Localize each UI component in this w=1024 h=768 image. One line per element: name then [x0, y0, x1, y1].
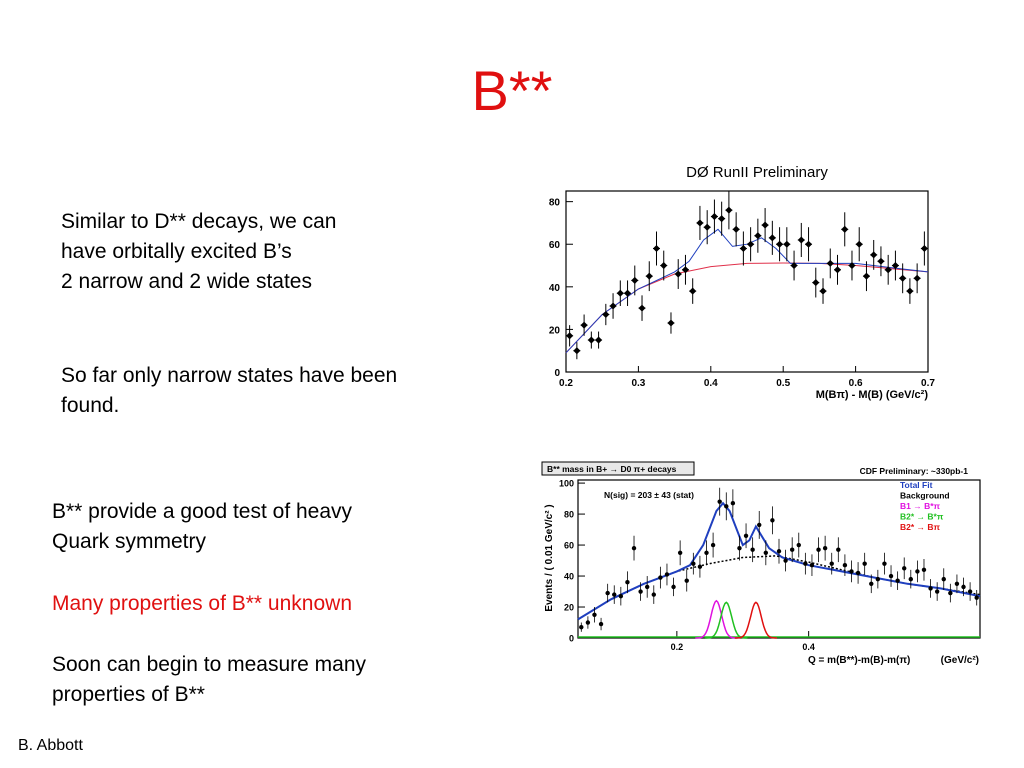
cdf-data-point	[579, 625, 583, 629]
d0-x-tick-label: 0.7	[921, 378, 935, 389]
cdf-data-point	[744, 534, 748, 538]
cdf-data-point	[652, 592, 656, 596]
d0-data-point	[834, 266, 841, 273]
d0-data-point	[646, 273, 653, 280]
cdf-data-point	[685, 578, 689, 582]
text-measure-properties: Soon can begin to measure many properties of B**	[52, 653, 367, 706]
d0-data-point	[870, 251, 877, 258]
d0-data-point	[624, 290, 631, 297]
d0-y-tick-label: 0	[554, 368, 560, 379]
cdf-data-point	[698, 565, 702, 569]
d0-data-point	[841, 226, 848, 233]
cdf-y-tick-label: 20	[563, 602, 574, 613]
cdf-data-point	[737, 546, 741, 550]
cdf-background-curve	[578, 556, 980, 620]
cdf-data-point	[797, 543, 801, 547]
slide-title: B**	[471, 59, 553, 122]
cdf-chart	[538, 458, 986, 680]
cdf-legend	[900, 480, 950, 532]
text-properties-unknown: Many properties of B** unknown	[52, 592, 352, 615]
cdf-data-point	[968, 589, 972, 593]
cdf-data-point	[942, 577, 946, 581]
cdf-data-point	[915, 569, 919, 573]
cdf-data-point	[803, 561, 807, 565]
cdf-data-point	[625, 580, 629, 584]
cdf-x-axis-label: Q = m(B**)-m(B)-m(π)	[808, 655, 911, 666]
cdf-peak-curve	[735, 602, 777, 638]
d0-data-point	[602, 311, 609, 318]
cdf-data-point	[961, 585, 965, 589]
cdf-data-point	[750, 548, 754, 552]
cdf-data-point	[711, 543, 715, 547]
d0-data-point	[914, 275, 921, 282]
d0-data-point	[704, 224, 711, 231]
d0-data-point	[638, 305, 645, 312]
cdf-data-point	[605, 591, 609, 595]
d0-data-point	[798, 236, 805, 243]
cdf-data-point	[678, 551, 682, 555]
cdf-data-point	[895, 578, 899, 582]
cdf-data-point	[632, 546, 636, 550]
cdf-legend-entry: B2* → Bπ	[900, 522, 941, 532]
cdf-x-axis-unit: (GeV/c²)	[940, 655, 979, 666]
cdf-data-point	[691, 561, 695, 565]
cdf-signal-peaks	[578, 601, 980, 638]
d0-axis-ticks	[549, 198, 936, 389]
d0-data-point	[581, 322, 588, 329]
cdf-data-point	[922, 568, 926, 572]
cdf-data-point	[790, 548, 794, 552]
d0-data-point	[653, 245, 660, 252]
cdf-x-tick-label: 0.4	[802, 642, 815, 652]
cdf-legend-entry: B2* → B*π	[900, 511, 944, 522]
d0-x-tick-label: 0.6	[848, 378, 863, 389]
cdf-y-tick-label: 0	[568, 633, 574, 644]
cdf-y-tick-label: 40	[563, 571, 574, 582]
cdf-data-point	[731, 501, 735, 505]
cdf-data-point	[810, 563, 814, 567]
cdf-data-point	[757, 523, 761, 527]
d0-data-point	[877, 258, 884, 265]
cdf-data-point	[619, 594, 623, 598]
cdf-data-point	[843, 563, 847, 567]
cdf-legend-entry: B1 → B*π	[900, 501, 941, 511]
d0-y-tick-label: 80	[548, 197, 560, 209]
d0-data-point	[595, 337, 602, 344]
d0-data-point	[827, 260, 834, 267]
cdf-data-point	[830, 561, 834, 565]
d0-x-tick-label: 0.2	[559, 378, 573, 389]
cdf-data-point	[876, 577, 880, 581]
cdf-data-point	[770, 518, 774, 522]
d0-data-point	[819, 288, 826, 295]
cdf-y-tick-label: 80	[563, 509, 574, 520]
cdf-nsig-annotation: N(sig) = 203 ± 43 (stat)	[604, 490, 694, 500]
d0-data-point	[856, 241, 863, 248]
d0-data-point	[718, 215, 725, 222]
d0-chart	[530, 155, 950, 405]
cdf-data-point	[599, 622, 603, 626]
cdf-data-point	[975, 596, 979, 600]
d0-data-point	[906, 288, 913, 295]
d0-data-point	[660, 262, 667, 269]
cdf-y-tick-label: 60	[563, 540, 574, 551]
cdf-data-point	[869, 582, 873, 586]
cdf-data-point	[889, 574, 893, 578]
cdf-data-point	[665, 572, 669, 576]
d0-data-point	[805, 241, 812, 248]
cdf-data-point	[671, 585, 675, 589]
cdf-data-point	[724, 504, 728, 508]
d0-data-point	[725, 207, 732, 214]
d0-data-point	[696, 219, 703, 226]
cdf-data-point	[777, 549, 781, 553]
d0-data-point	[762, 222, 769, 229]
cdf-data-point	[849, 569, 853, 573]
cdf-data-point	[856, 571, 860, 575]
cdf-data-point	[955, 582, 959, 586]
d0-background-curve	[566, 263, 928, 353]
cdf-x-tick-label: 0.2	[670, 642, 684, 652]
text-orbital-states: Similar to D** decays, we can have orbitally excited B’s 2 narrow and 2 wide states	[61, 210, 337, 293]
cdf-data-point	[909, 577, 913, 581]
cdf-data-point	[902, 566, 906, 570]
cdf-data-point	[783, 558, 787, 562]
d0-x-tick-label: 0.4	[703, 378, 718, 389]
cdf-data-point	[823, 546, 827, 550]
d0-data-point	[776, 241, 783, 248]
cdf-legend-entry: Total Fit	[900, 480, 933, 490]
cdf-data-point	[592, 613, 596, 617]
text-quark-symmetry: B** provide a good test of heavy Quark symmetry	[52, 500, 353, 553]
author: B. Abbott	[18, 737, 83, 754]
d0-data-point	[689, 288, 696, 295]
d0-data-point	[899, 275, 906, 282]
cdf-data-point	[928, 586, 932, 590]
d0-data-point	[631, 277, 638, 284]
d0-x-tick-label: 0.3	[631, 378, 646, 389]
cdf-data-point	[836, 548, 840, 552]
d0-data-point	[573, 347, 580, 354]
d0-data-point	[566, 332, 573, 339]
cdf-data-point	[638, 589, 642, 593]
cdf-data-point	[882, 561, 886, 565]
d0-data-points	[566, 191, 928, 359]
text-narrow-states-found: So far only narrow states have been found.	[61, 364, 398, 417]
d0-data-point	[812, 279, 819, 286]
d0-data-point	[733, 226, 740, 233]
cdf-data-point	[704, 551, 708, 555]
d0-x-tick-label: 0.5	[776, 378, 791, 389]
cdf-data-point	[612, 592, 616, 596]
d0-y-tick-label: 60	[548, 240, 560, 252]
d0-data-point	[769, 234, 776, 241]
cdf-legend-entry: Background	[900, 490, 950, 501]
cdf-data-point	[816, 548, 820, 552]
d0-x-axis-label: M(Bπ) - M(B) (GeV/c²)	[815, 389, 928, 401]
d0-data-point	[863, 273, 870, 280]
cdf-data-point	[948, 591, 952, 595]
d0-y-tick-label: 40	[548, 282, 560, 294]
cdf-axis-ticks	[559, 479, 815, 652]
d0-data-point	[617, 290, 624, 297]
cdf-y-tick-label: 100	[558, 478, 574, 489]
cdf-data-point	[717, 499, 721, 503]
cdf-chart-title: B** mass in B+ → D0 π+ decays	[547, 464, 677, 474]
d0-data-point	[740, 245, 747, 252]
d0-data-point	[667, 319, 674, 326]
cdf-data-point	[935, 589, 939, 593]
cdf-data-point	[658, 575, 662, 579]
cdf-data-point	[586, 620, 590, 624]
cdf-data-point	[645, 585, 649, 589]
cdf-y-axis-label: Events / ( 0.01 GeV/c² )	[544, 504, 555, 612]
cdf-data-point	[764, 551, 768, 555]
d0-data-point	[783, 241, 790, 248]
d0-y-tick-label: 20	[548, 325, 560, 337]
d0-data-point	[921, 245, 928, 252]
cdf-data-point	[862, 561, 866, 565]
cdf-preliminary-label: CDF Preliminary: ~330pb-1	[859, 466, 968, 476]
d0-chart-title: DØ RunII Preliminary	[686, 164, 828, 181]
d0-data-point	[588, 337, 595, 344]
d0-data-point	[711, 213, 718, 220]
